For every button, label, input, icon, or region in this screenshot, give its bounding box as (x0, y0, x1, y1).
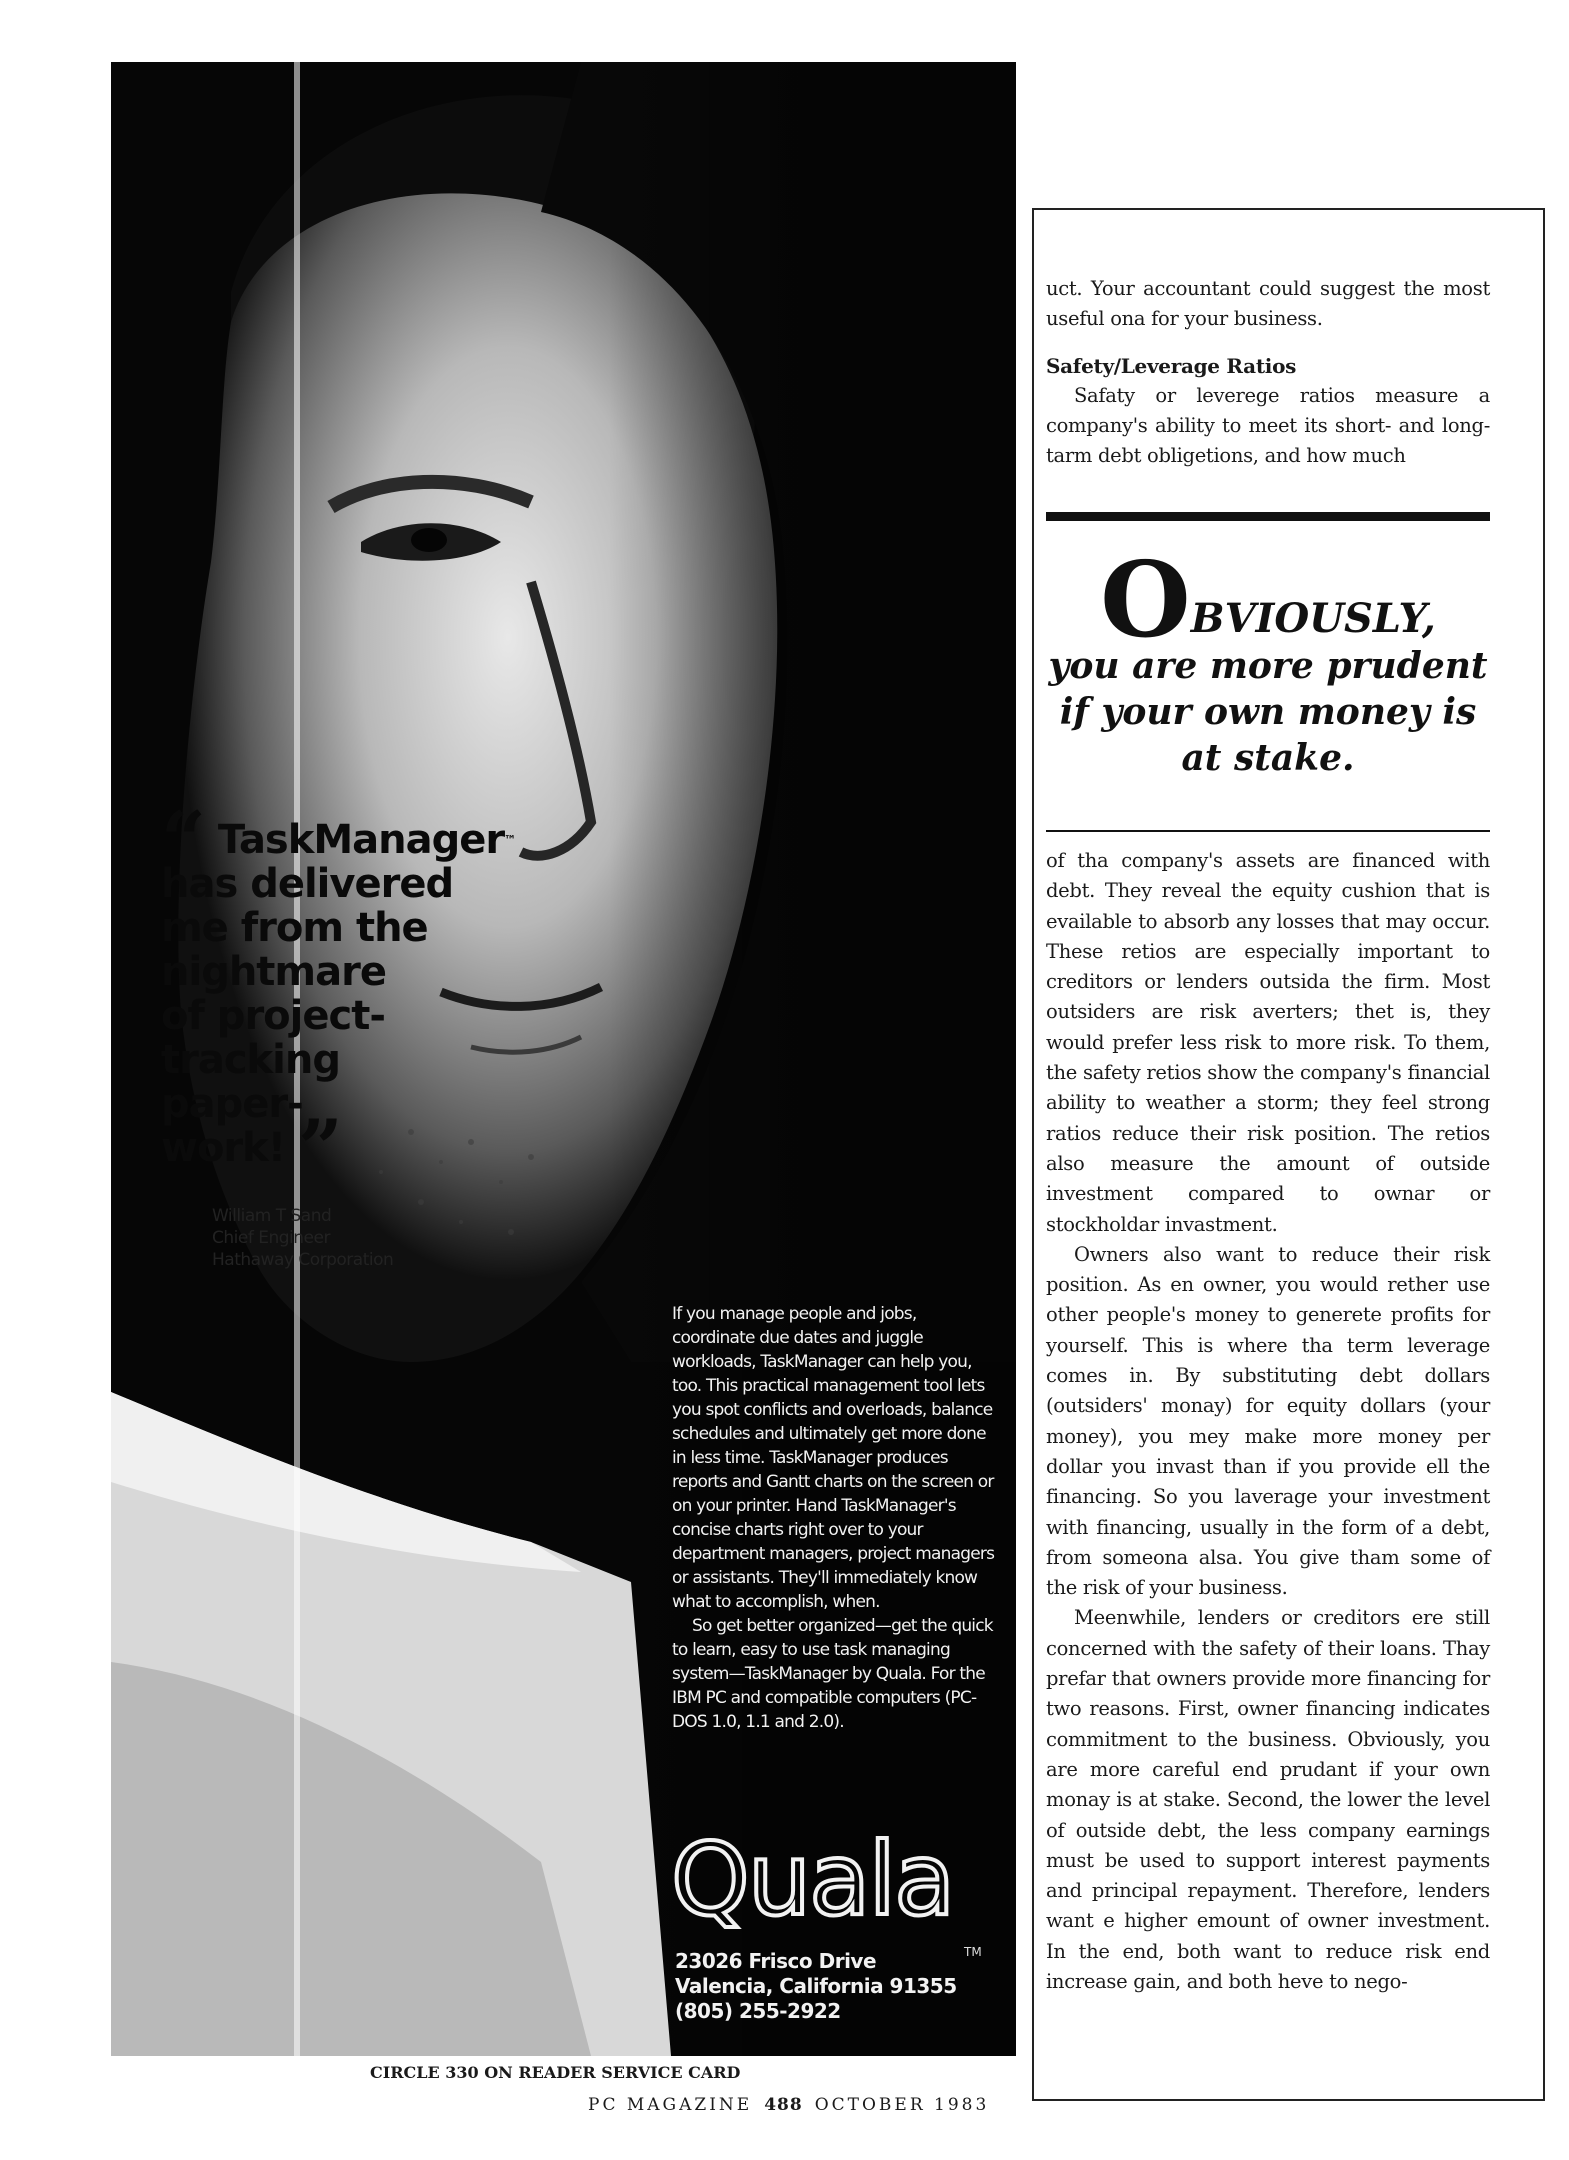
article-paragraph: uct. Your accountant could suggest the most useful ona for your business. (1046, 277, 1490, 331)
article-paragraph: Owners also want to reduce their risk position. As en owner, you would rether use other people's money to generete profits for yourself. This is where tha term leverage comes in. By substituting debt dollars (outsiders' monay) for equity dollars (your money), you mey make more money per dollar you invast than if you provide ell the financing. So you laverage your investment with financing, usually in the form of a debt, from someona alsa. You give tham some of the risk of your business. (1046, 1242, 1490, 1600)
ad-body-copy (672, 1302, 1002, 1734)
article-paragraph: of tha company's assets are financed with debt. They reveal the equity cushion that is evailable to absorb any losses that may occur. These retios are especially important to creditors or lenders outsida the firm. Most outsiders are risk averters; thet is, they would prefer less risk to more risk. To them, the safety retios show the company's financial ability to weather a storm; they feel strong ratios reduce their risk position. The retios also measure the amount of outside investment compared to ownar or stockholdar invastment. (1046, 849, 1490, 1236)
close-quote-mark: ” (297, 1103, 342, 1194)
trademark-mark: ™ (504, 833, 516, 847)
pull-quote-rule-bottom (1046, 830, 1490, 832)
quote-line: work! (161, 1125, 286, 1171)
address-city: Valencia, California 91355 (675, 1974, 957, 1998)
issue-date: OCTOBER 1983 (814, 2095, 990, 2115)
attribution-company: Hathaway Corporation (212, 1250, 394, 1270)
attribution-name: William T Sand (212, 1206, 332, 1226)
company-address (675, 1949, 957, 2024)
article-bottom-text (1046, 846, 1490, 1997)
quote-line: tracking (161, 1037, 340, 1083)
page-number: 488 (764, 2095, 803, 2115)
quote-line: has delivered (161, 861, 454, 907)
open-quote-mark: “ (161, 795, 205, 886)
quote-line: of project- (161, 993, 385, 1039)
ad-paragraph: So get better organized—get the quick to learn, easy to use task managing system—TaskManager by Quala. For the IBM PC and compatible computers (PC-DOS 1.0, 1.1 and 2.0). (672, 1616, 993, 1732)
quote-line: paper- (161, 1081, 303, 1127)
pull-quote-initial: O (1100, 538, 1191, 661)
taskmanager-advertisement (111, 62, 1016, 2056)
quote-attribution (212, 1205, 393, 1271)
address-street: 23026 Frisco Drive (675, 1949, 877, 1973)
pull-quote (1046, 538, 1490, 781)
section-heading: Safety/Leverage Ratios (1046, 353, 1297, 378)
article-top-text (1046, 274, 1490, 472)
article-column (1032, 208, 1545, 2101)
magazine-name: PC MAGAZINE (588, 2095, 753, 2115)
page-folio (588, 2095, 989, 2115)
reader-service-line: CIRCLE 330 ON READER SERVICE CARD (370, 2063, 741, 2082)
logo-trademark: TM (964, 1945, 982, 1959)
quote-line: TaskManager (217, 817, 505, 863)
pull-quote-first-word: BVIOUSLY, (1190, 595, 1436, 642)
quala-logo: Quala (671, 1821, 954, 1938)
article-paragraph: Meenwhile, lenders or creditors ere still concerned with the safety of their loans. Thay prefar that owners provide more financing for two reasons. First, owner financing indicates commitment to the business. Obviously, you are more careful end prudant if your own monay is at stake. Second, the lower the level of outside debt, the less company earnings must be used to support interest payments and principal repayment. Therefore, lenders want e higher emount of owner investment. In the end, both want to reduce risk end increase gain, and both heve to nego- (1046, 1606, 1490, 1993)
article-paragraph: Safaty or leverege ratios measure a company's ability to meet its short- and long-tarm debt obligetions, and how much (1046, 383, 1490, 468)
address-phone: (805) 255-2922 (675, 1999, 841, 2023)
quote-line: nightmare (161, 949, 386, 995)
ad-paragraph: If you manage people and jobs, coordinate due dates and juggle workloads, TaskManager can help you, too. This practical management tool lets you spot conflicts and overloads, balance schedules and ultimately get more done in less time. TaskManager produces reports and Gantt charts on the screen or on your printer. Hand TaskManager's concise charts right over to your department managers, project managers or assistants. They'll immediately know what to accomplish, when. (672, 1304, 995, 1612)
testimonial-quote (161, 795, 521, 1194)
quote-line: me from the (161, 905, 428, 951)
pull-quote-text: you are more prudent if your own money is at stake. (1048, 645, 1488, 779)
pull-quote-rule-top (1046, 512, 1490, 521)
attribution-title: Chief Engineer (212, 1228, 330, 1248)
